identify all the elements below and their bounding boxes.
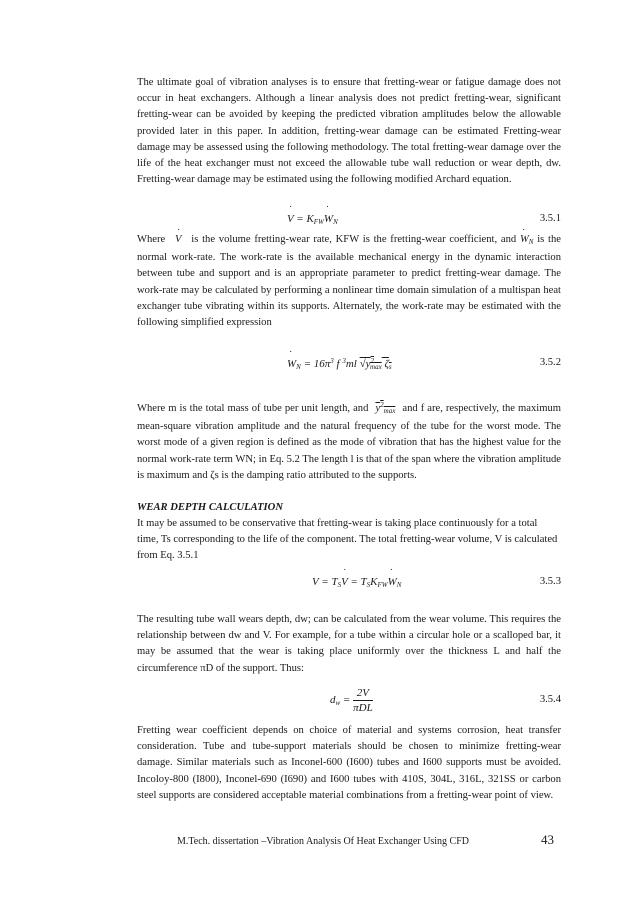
equation-number: 3.5.3	[539, 576, 561, 587]
wear-depth-section	[137, 500, 561, 565]
section-heading: WEAR DEPTH CALCULATION	[137, 502, 283, 513]
equation-3-5-2	[137, 357, 561, 375]
equation-simplified-work-rate: ˙ $W_N = 16\pi^3$ f $^3$ml $√y^2_{max}$ $\zeta_s$	[287, 357, 392, 371]
worst-mode-paragraph	[137, 397, 561, 484]
where-text: Where	[137, 234, 166, 245]
equation-archard: ˙ $V = K_{FW}˙$ $W_N$	[287, 213, 338, 226]
equation-number: 3.5.1	[539, 213, 561, 224]
page-footer: M.Tech. dissertation –Vibration Analysis Of Heat Exchanger Using CFD	[177, 836, 469, 847]
equation-number: 3.5.2	[539, 357, 561, 368]
para-material-combinations: Fretting wear coefficient depends on choice of material and systems corrosion, heat transfer consideration. Tube and tube-support materials should be chosen to minimize fretting-wear damage. Similar materials such as Inconel-600 (I600) tubes and I600 supports must be avoided. Incoloy-800 (I800), Inconel-690 (I690) and I600 tubes with 410S, 304L, 316L, 321SS or carbon steel supports are considered acceptable material combinations from a fretting-wear point of view.	[137, 725, 561, 801]
para-wall-depth: The resulting tube wall wears depth, dw; can be calculated from the wear volume. This requires the relationship between dw and V. For example, for a tube within a circular hole or a scalloped bar, it may be assumed that the wear is taking place uniformly over the thickness L and half the circumference πD of the support. Thus:	[137, 614, 561, 674]
intro-paragraph	[137, 75, 561, 188]
equation-wear-volume: $V = T_S˙$ $V = T_SK_{FW}˙$ $W_N$	[312, 576, 401, 589]
wall-depth-paragraph	[137, 612, 561, 677]
para-work-rate: is the normal work-rate. The work-rate is the available mechanical energy in the dynamic interaction between tube and support and is an appropriate parameter to predict fretting-wear damage. The work-rate may be calculated by performing a nonlinear time domain simulation of a multispan heat exchanger tube vibrating within its supports. Alternately, the work-rate may be estimated with the following simplified expression	[137, 234, 561, 329]
page-number: 43	[541, 832, 554, 847]
para-mass-definition: Where m is the total mass of tube per unit length, and	[137, 403, 369, 414]
mean-square-symbol: $y^2_{max}$	[375, 401, 396, 415]
volume-rate-symbol: ˙ V	[175, 234, 181, 245]
para-vibration-goal: The ultimate goal of vibration analyses is to ensure that fretting-wear or fatigue damage does not occur in heat exchangers. Although a linear analysis does not predict fretting-wear, significant fretting-wear can be avoided by keeping the predicted vibration amplitudes below the allowable provided later in this paper. In addition, fretting-wear damage can be estimated Fretting-wear damage may be assessed using the following methodology. The total fretting-wear damage over the life of the heat exchanger must not exceed the allowable tube wall reduction or wear depth, dw. Fretting-wear damage may be estimated using the following modified Archard equation.	[137, 77, 561, 186]
equation-3-5-1	[137, 213, 561, 231]
equation-wear-depth: $d_w$ = $\frac{2V}{\text{πDL}}$	[330, 687, 373, 714]
material-paragraph	[137, 723, 561, 804]
work-rate-symbol: ˙ W	[520, 234, 529, 245]
para-wear-time: It may be assumed to be conservative that fretting-wear is taking place continuously for a total time, Ts corresponding to the life of the component. The total fretting-wear volume, V is calculated from Eq. 3.5.1	[137, 518, 558, 562]
equation-number: 3.5.4	[539, 694, 561, 705]
work-rate-paragraph: Where ˙ V is the volume fretting-wear rate, KFW is the fretting-wear coefficient, and ˙ $W_N$ is the normal work-rate. The work-rate is the available mechanical energy in the dynamic interaction between tube and support and is an appropriate parameter to predict fretting-wear damage. The work-rate may be calculated by performing a nonlinear time domain simulation of a multispan heat exchanger tube vibrating within its supports. Alternately, the work-rate may be estimated with the following simplified expression	[137, 232, 561, 331]
para-worst-mode: and f are, respectively, the maximum mean-square vibration amplitude and the natural frequency of the tube for the worst mode. The worst mode of a given region is defined as the mode of vibration that has the highest value for the normal work-rate term WN; in Eq. 5.2 The length l is that of the span where the vibration amplitude is maximum and ζs is the damping ratio attributed to the supports.	[137, 403, 562, 481]
para-fretting-coefficient: is the volume fretting-wear rate, KFW is the fretting-wear coefficient, and	[191, 234, 517, 245]
equation-3-5-4	[137, 684, 561, 720]
equation-3-5-3	[137, 576, 561, 594]
